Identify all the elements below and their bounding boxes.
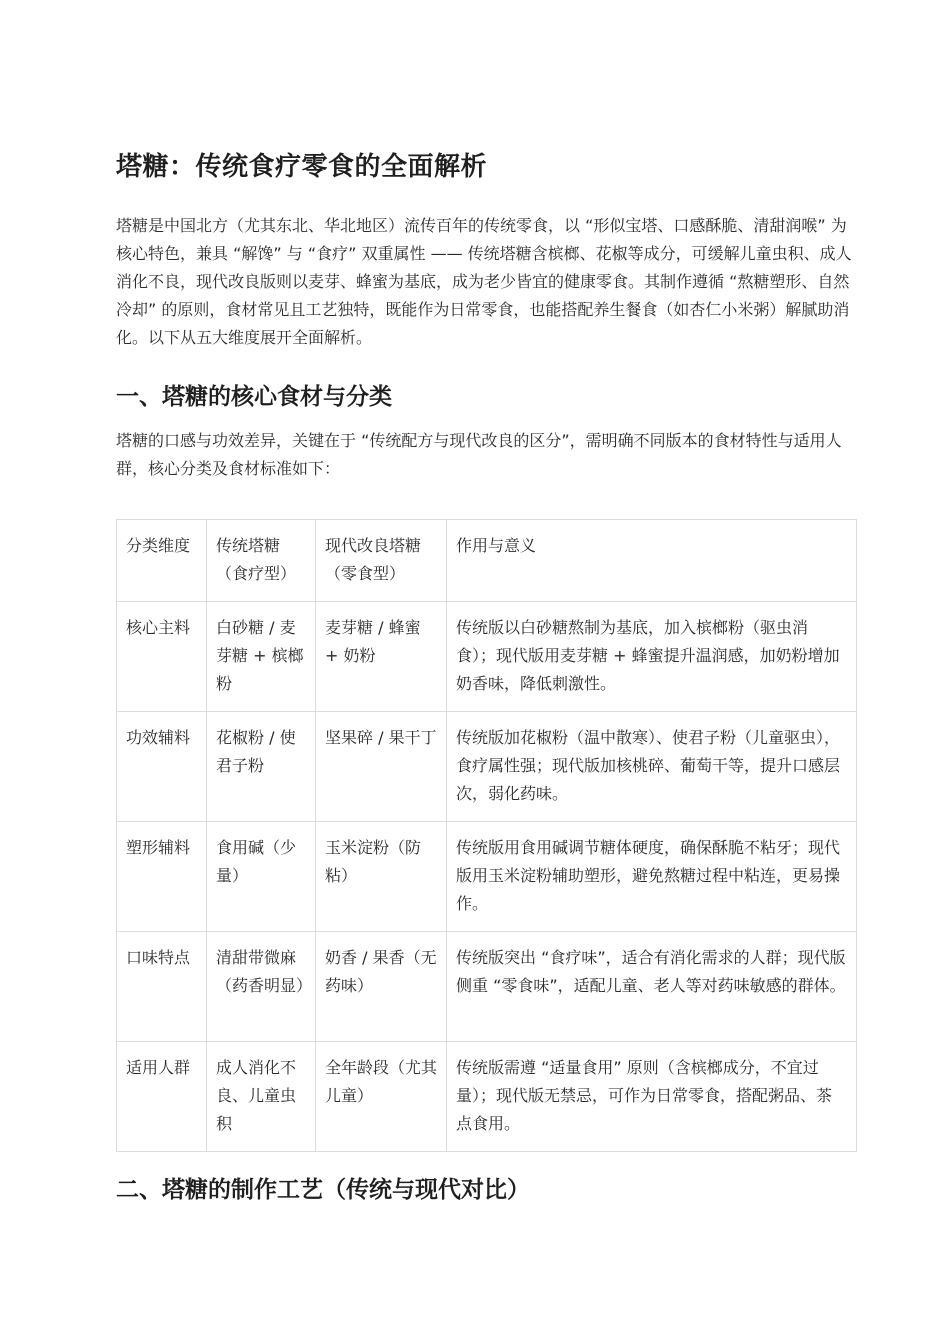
table-cell: 清甜带微麻（药香明显）: [207, 932, 316, 1042]
table-cell: 功效辅料: [117, 712, 207, 822]
table-cell: 奶香 / 果香（无药味）: [316, 932, 447, 1042]
table-row: [117, 712, 857, 822]
table-row: [117, 932, 857, 1042]
page-title: 塔糖：传统食疗零食的全面解析: [116, 152, 488, 182]
table-cell: 塑形辅料: [117, 822, 207, 932]
table-header-cell: 现代改良塔糖（零食型）: [316, 520, 447, 602]
table-cell: 口味特点: [117, 932, 207, 1042]
table-cell: 食用碱（少量）: [207, 822, 316, 932]
section-1-intro: 塔糖的口感与功效差异，关键在于 “传统配方与现代改良的区分”，需明确不同版本的食材特性与适用人群，核心分类及食材标准如下：: [116, 431, 842, 478]
table-cell: 核心主料: [117, 602, 207, 712]
table-cell: 传统版加花椒粉（温中散寒）、使君子粉（儿童驱虫），食疗属性强；现代版加核桃碎、葡萄干等，提升口感层次，弱化药味。: [447, 712, 857, 822]
table-row: [117, 602, 857, 712]
table-row: [117, 822, 857, 932]
table-cell: 花椒粉 / 使君子粉: [207, 712, 316, 822]
table-header-cell: 分类维度: [117, 520, 207, 602]
table-cell: 传统版以白砂糖熬制为基底，加入槟榔粉（驱虫消食）；现代版用麦芽糖 + 蜂蜜提升温润感，加奶粉增加奶香味，降低刺激性。: [447, 602, 857, 712]
table-cell: 成人消化不良、儿童虫积: [207, 1042, 316, 1152]
table-cell: 传统版用食用碱调节糖体硬度，确保酥脆不粘牙；现代版用玉米淀粉辅助塑形，避免熬糖过程中粘连，更易操作。: [447, 822, 857, 932]
table-cell: 传统版需遵 “适量食用” 原则（含槟榔成分，不宜过量）；现代版无禁忌，可作为日常零食，搭配粥品、茶点食用。: [447, 1042, 857, 1152]
table-header-row: [117, 520, 857, 602]
table-header-cell: 作用与意义: [447, 520, 857, 602]
section-1-heading: 一、塔糖的核心食材与分类: [116, 384, 392, 410]
table-header-cell: 传统塔糖（食疗型）: [207, 520, 316, 602]
table-row: [117, 1042, 857, 1152]
table-cell: 全年龄段（尤其儿童）: [316, 1042, 447, 1152]
intro-paragraph: 塔糖是中国北方（尤其东北、华北地区）流传百年的传统零食，以 “形似宝塔、口感酥脆、清甜润喉” 为核心特色，兼具 “解馋” 与 “食疗” 双重属性 —— 传统塔糖含槟榔、花椒等成分，可缓解儿童虫积、成人消化不良，现代改良版则以麦芽、蜂蜜为基底，成为老少皆宜的健康零食。其制作遵循 “熬糖塑形、自然冷却” 的原则，食材常见且工艺独特，既能作为日常零食，也能搭配养生餐食（如杏仁小米粥）解腻助消化。以下从五大维度展开全面解析。: [116, 216, 852, 347]
table-cell: 玉米淀粉（防粘）: [316, 822, 447, 932]
table-cell: 坚果碎 / 果干丁: [316, 712, 447, 822]
table-cell: 适用人群: [117, 1042, 207, 1152]
table-cell: 麦芽糖 / 蜂蜜 + 奶粉: [316, 602, 447, 712]
section-2-heading: 二、塔糖的制作工艺（传统与现代对比）: [116, 1177, 530, 1203]
table-cell: 传统版突出 “食疗味”，适合有消化需求的人群；现代版侧重 “零食味”，适配儿童、老人等对药味敏感的群体。: [447, 932, 857, 1042]
document-page: [116, 140, 856, 1220]
table-cell: 白砂糖 / 麦芽糖 + 槟榔粉: [207, 602, 316, 712]
ingredients-table: [116, 519, 857, 1152]
